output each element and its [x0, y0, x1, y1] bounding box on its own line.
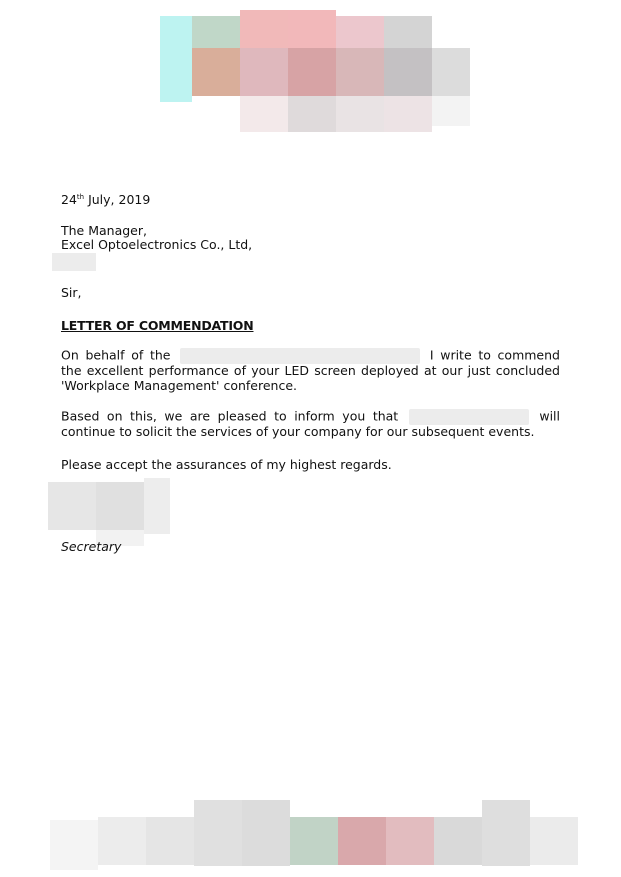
- para2-body: will continue to solicit the services of your company for our subsequent events.: [61, 408, 560, 439]
- mosaic-cell: [192, 48, 240, 96]
- mosaic-cell: [432, 48, 470, 96]
- mosaic-cell: [482, 800, 530, 866]
- organisation-name-redacted: [180, 348, 420, 364]
- mosaic-cell: [290, 817, 338, 865]
- mosaic-cell: [386, 817, 434, 865]
- mosaic-cell: [384, 48, 432, 96]
- mosaic-cell: [384, 96, 432, 132]
- paragraph-continuation: [61, 409, 560, 440]
- recipient-company: Excel Optoelectronics Co., Ltd,: [61, 237, 253, 252]
- letter-subject: LETTER OF COMMENDATION: [61, 318, 254, 333]
- mosaic-cell: [96, 482, 144, 530]
- mosaic-cell: [240, 48, 288, 96]
- mosaic-cell: [434, 817, 482, 865]
- mosaic-cell: [288, 96, 336, 132]
- date-day: 24: [61, 192, 77, 207]
- address-redacted: [52, 253, 96, 271]
- signature-redacted: [48, 478, 172, 548]
- recipient-title: The Manager,: [61, 223, 147, 238]
- para2-lead: Based on this, we are pleased to inform you that: [61, 408, 399, 424]
- signatory-role: Secretary: [61, 539, 122, 554]
- mosaic-cell: [240, 96, 288, 132]
- mosaic-cell: [48, 482, 96, 530]
- date-month-year: July, 2019: [84, 192, 151, 207]
- mosaic-cell: [50, 820, 98, 870]
- closing-remark: Please accept the assurances of my highest regards.: [61, 457, 392, 472]
- para1-body: I write to commend the excellent performance of your LED screen deployed at our just concluded 'Workplace Management' conference.: [61, 347, 560, 393]
- letterhead-logo-redacted: [160, 10, 470, 135]
- mosaic-cell: [194, 800, 242, 866]
- mosaic-cell: [160, 16, 192, 102]
- mosaic-cell: [336, 48, 384, 96]
- salutation: Sir,: [61, 285, 82, 300]
- mosaic-cell: [144, 478, 170, 534]
- mosaic-cell: [242, 800, 290, 866]
- organisation-name-redacted-2: [409, 409, 529, 425]
- mosaic-cell: [336, 96, 384, 132]
- date-suffix: th: [76, 193, 85, 201]
- paragraph-commendation: [61, 348, 560, 393]
- mosaic-cell: [530, 817, 578, 865]
- letter-date: [61, 190, 150, 207]
- mosaic-cell: [146, 817, 194, 865]
- mosaic-cell: [432, 96, 470, 126]
- footer-redacted: [50, 790, 590, 875]
- mosaic-cell: [288, 48, 336, 96]
- mosaic-cell: [98, 817, 146, 865]
- mosaic-cell: [338, 817, 386, 865]
- para1-lead: On behalf of the: [61, 347, 171, 363]
